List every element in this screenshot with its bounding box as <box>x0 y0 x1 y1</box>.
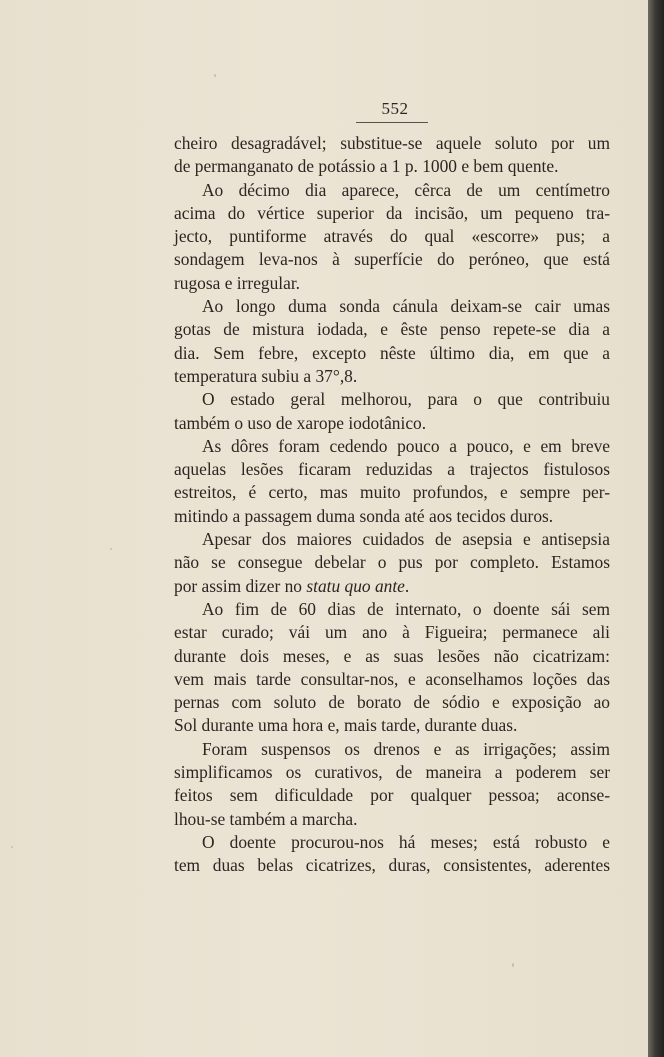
text-line-content: As dôres foram cedendo pouco a pouco, e em breve <box>202 435 610 456</box>
text-line <box>174 412 610 435</box>
text-line <box>174 575 610 598</box>
text-line <box>174 132 610 155</box>
text-line-content: Foram suspensos os drenos e as irrigações; assim <box>202 738 610 759</box>
text-line-content: rugosa e irregular. <box>174 272 301 293</box>
text-line <box>174 202 610 225</box>
text-line <box>174 598 610 621</box>
text-line-content: também o uso de xarope iodotânico. <box>174 412 427 433</box>
text-line-content: sondagem leva-nos à superfície do peróneo, que está <box>174 249 610 270</box>
text-line <box>174 458 610 481</box>
paper-speck <box>214 74 216 77</box>
text-line-content: estar curado; vái um ano à Figueira; permanece ali <box>174 622 610 643</box>
text-line-content: Ao fim de 60 dias de internato, o doente sái sem <box>202 598 610 619</box>
text-line <box>174 714 610 737</box>
text-line <box>174 295 610 318</box>
text-line <box>174 528 610 551</box>
body-text <box>174 132 610 878</box>
text-line <box>174 761 610 784</box>
text-line-content: feitos sem dificuldade por qualquer pessoa; aconse- <box>174 785 610 806</box>
text-line <box>174 435 610 458</box>
text-line-content: Apesar dos maiores cuidados de asepsia e antisepsia <box>202 529 610 550</box>
paper-speck <box>11 846 13 848</box>
text-line <box>174 621 610 644</box>
text-line <box>174 225 610 248</box>
text-line <box>174 808 610 831</box>
text-line-content: pernas com soluto de borato de sódio e exposição ao <box>174 692 610 713</box>
text-line-content: cheiro desagradável; substitue-se aquele soluto por um <box>174 133 610 153</box>
page-number-rule <box>356 122 428 123</box>
text-line-content: Ao longo duma sonda cánula deixam-se cair umas <box>202 296 610 317</box>
text-line <box>174 388 610 411</box>
text-line-content: aquelas lesões ficaram reduzidas a trajectos fistulosos <box>174 459 610 480</box>
text-line-content: simplificamos os curativos, de maneira a poderem ser <box>174 762 610 783</box>
text-line-content: tem duas belas cicatrizes, duras, consistentes, aderentes <box>174 855 610 876</box>
text-line <box>174 668 610 691</box>
text-line <box>174 318 610 341</box>
text-line-content: lhou-se também a marcha. <box>174 808 358 829</box>
text-line <box>174 505 610 528</box>
text-line-content: mitindo a passagem duma sonda até aos tecidos duros. <box>174 505 554 526</box>
text-line-content: acima do vértice superior da incisão, um pequeno tra- <box>174 202 610 223</box>
text-line-content: por assim dizer no <box>174 575 307 596</box>
text-line <box>174 365 610 388</box>
text-line <box>174 155 610 178</box>
text-line <box>174 551 610 574</box>
text-line <box>174 831 610 854</box>
text-line-content: O estado geral melhorou, para o que contribuiu <box>202 389 610 410</box>
paper-speck <box>512 963 514 967</box>
text-line-content: temperatura subiu a 37°,8. <box>174 365 358 386</box>
text-line <box>174 179 610 202</box>
italic-phrase: statu quo ante <box>306 575 405 596</box>
text-line <box>174 854 610 877</box>
paper-speck <box>110 548 112 550</box>
text-line-content: O doente procurou-nos há meses; está robusto e <box>202 831 610 852</box>
book-page-edge <box>648 0 664 1057</box>
text-line-content: não se consegue debelar o pus por completo. Estamos <box>174 552 610 573</box>
text-line-content: estreitos, é certo, mas muito profundos, e sempre per- <box>174 482 610 503</box>
text-line <box>174 738 610 761</box>
text-line-content: de permanganato de potássio a 1 p. 1000 e bem quente. <box>174 156 559 177</box>
text-line-content: vem mais tarde consultar-nos, e aconselhamos loções das <box>174 668 610 689</box>
text-line <box>174 784 610 807</box>
text-line-content: gotas de mistura iodada, e êste penso repete-se dia a <box>174 319 610 340</box>
text-line <box>174 481 610 504</box>
text-line-content: jecto, puntiforme através do qual «escorre» pus; a <box>174 226 610 247</box>
text-line-content: durante dois meses, e as suas lesões não cicatrizam: <box>174 645 610 666</box>
text-line <box>174 691 610 714</box>
text-line <box>174 342 610 365</box>
text-line-tail: . <box>404 575 410 596</box>
text-line <box>174 645 610 668</box>
text-line <box>174 248 610 271</box>
text-line-content: dia. Sem febre, excepto nêste último dia, em que a <box>174 342 610 363</box>
text-line <box>174 272 610 295</box>
text-line-content: Sol durante uma hora e, mais tarde, durante duas. <box>174 715 518 736</box>
text-line-content: Ao décimo dia aparece, cêrca de um centímetro <box>202 179 610 200</box>
page-number: 552 <box>381 99 409 118</box>
